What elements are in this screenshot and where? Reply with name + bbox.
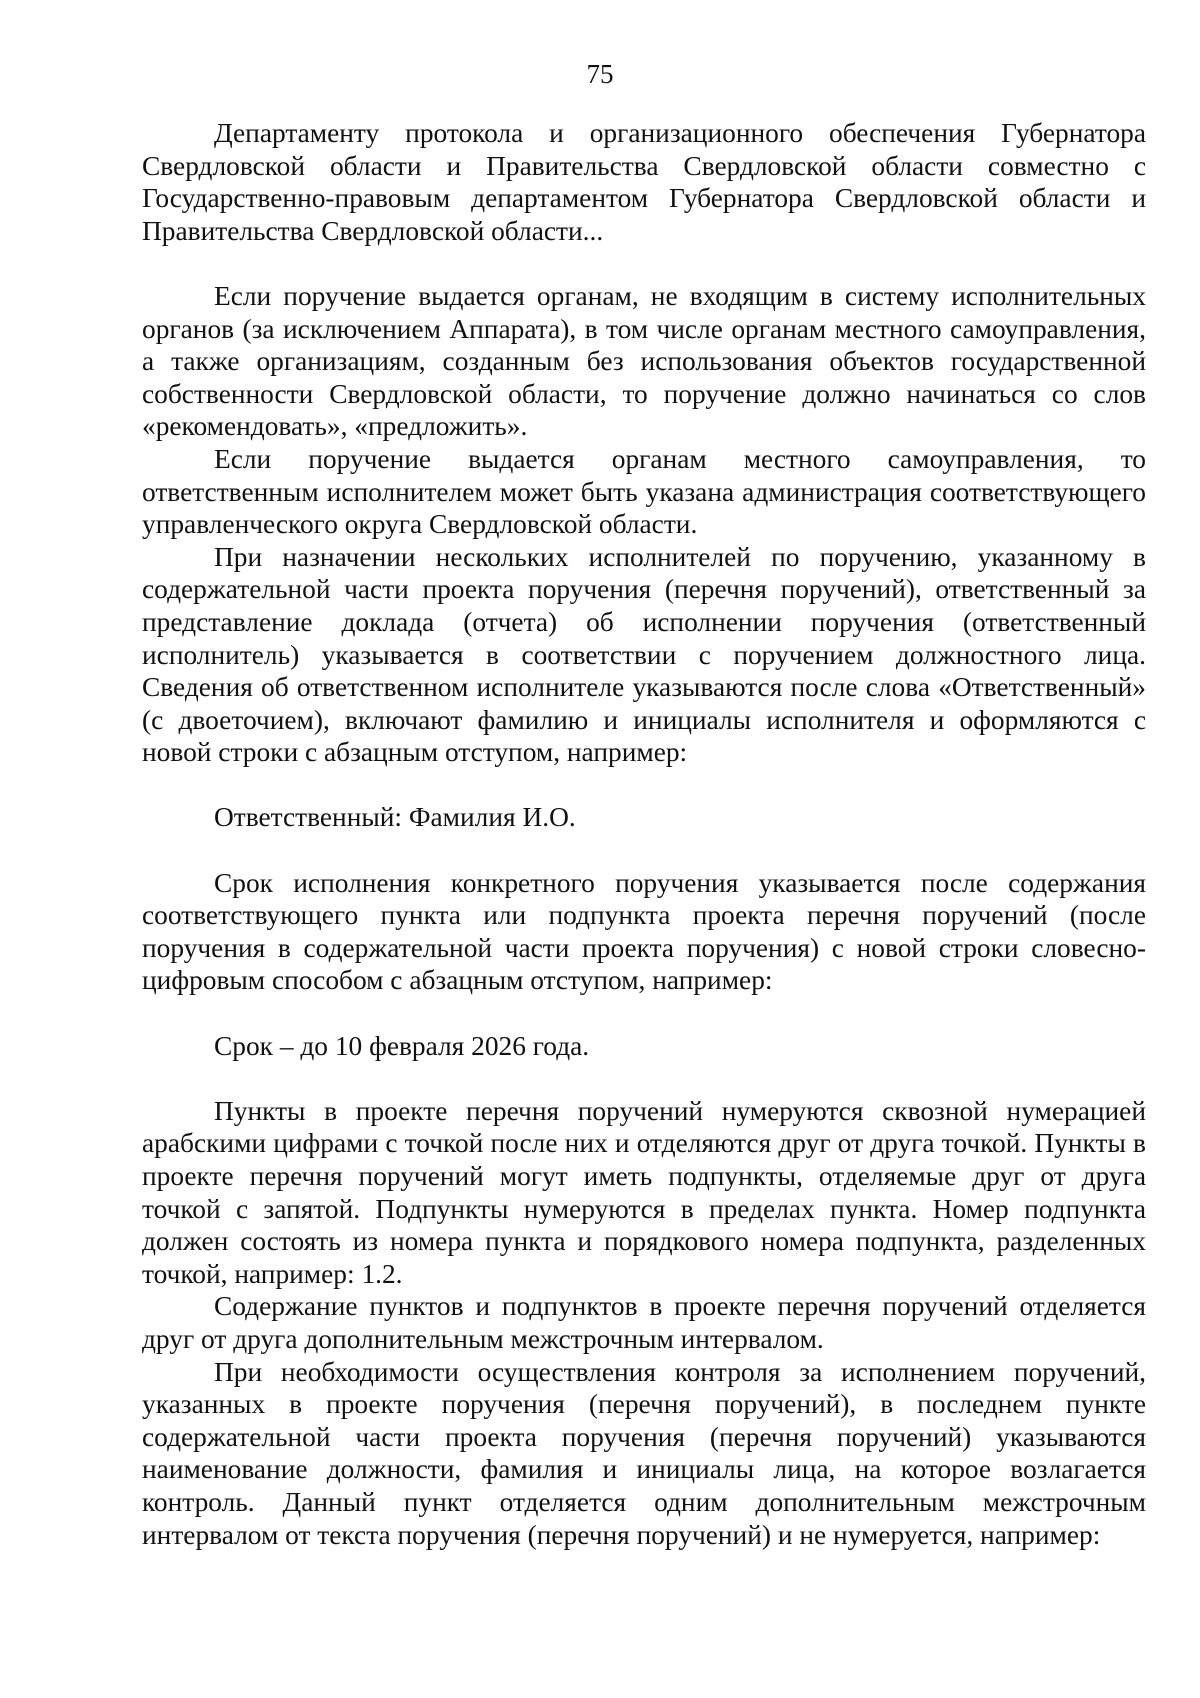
paragraph-deadline: Срок исполнения конкретного поручения указывается после содержания соответствующего пункта или подпункта проекта перечня поручений (после поручения в содержательной части проекта поручения) с новой строки словесно-цифровым способом с абзацным отступом, например: — [142, 867, 1146, 996]
example-responsible: Ответственный: Фамилия И.О. — [214, 802, 576, 833]
paragraph-protocol-department: Департаменту протокола и организационного обеспечения Губернатора Свердловской области и Правительства Свердловской области совместно с Государственно-правовым департаментом Губернатора Свердловской области и Правительства Свердловской области... — [142, 118, 1146, 246]
paragraph-control: При необходимости осуществления контроля за исполнением поручений, указанных в проекте поручения (перечня поручений), в последнем пункте содержательной части проекта поручения (перечня поручений) указываются наименование должности, фамилия и инициалы лица, на которое возлагается контроль. Данный пункт отделяется одним дополнительным межстрочным интервалом от текста поручения (перечня поручений) и не нумеруется, например: — [142, 1356, 1146, 1550]
paragraph-separation: Содержание пунктов и подпунктов в проекте перечня поручений отделяется друг от друга дополнительным межстрочным интервалом. — [142, 1291, 1146, 1354]
document-body — [142, 117, 1146, 1551]
paragraph-external-bodies: Если поручение выдается органам, не входящим в систему исполнительных органов (за исключением Аппарата), в том числе органам местного самоуправления, а также организациям, созданным без использования объектов государственной собственности Свердловской области, то поручение должно начинаться со слов «рекомендовать», «предложить». — [142, 280, 1146, 442]
paragraph-responsible-executor: При назначении нескольких исполнителей по поручению, указанному в содержательной части проекта поручения (перечня поручений), ответственный за представление доклада (отчета) об исполнении поручения (ответственный исполнитель) указывается в соответствии с поручением должностного лица. Сведения об ответственном исполнителе указываются после слова «Ответственный» (с двоеточием), включают фамилию и инициалы исполнителя и оформляются с новой строки с абзацным отступом, например: — [142, 541, 1146, 768]
paragraph-local-government: Если поручение выдается органам местного самоуправления, то ответственным исполнителем может быть указана администрация соответствующего управленческого округа Свердловской области. — [142, 443, 1146, 540]
example-deadline: Срок – до 10 февраля 2026 года. — [214, 1030, 590, 1061]
page-number: 75 — [586, 59, 614, 89]
paragraph-numbering: Пункты в проекте перечня поручений нумеруются сквозной нумерацией арабскими цифрами с точкой после них и отделяются друг от друга точкой. Пункты в проекте перечня поручений могут иметь подпункты, отделяемые друг от друга точкой с запятой. Подпункты нумеруются в пределах пункта. Номер подпункта должен состоять из номера пункта и порядкового номера подпункта, разделенных точкой, например: 1.2. — [142, 1095, 1146, 1289]
